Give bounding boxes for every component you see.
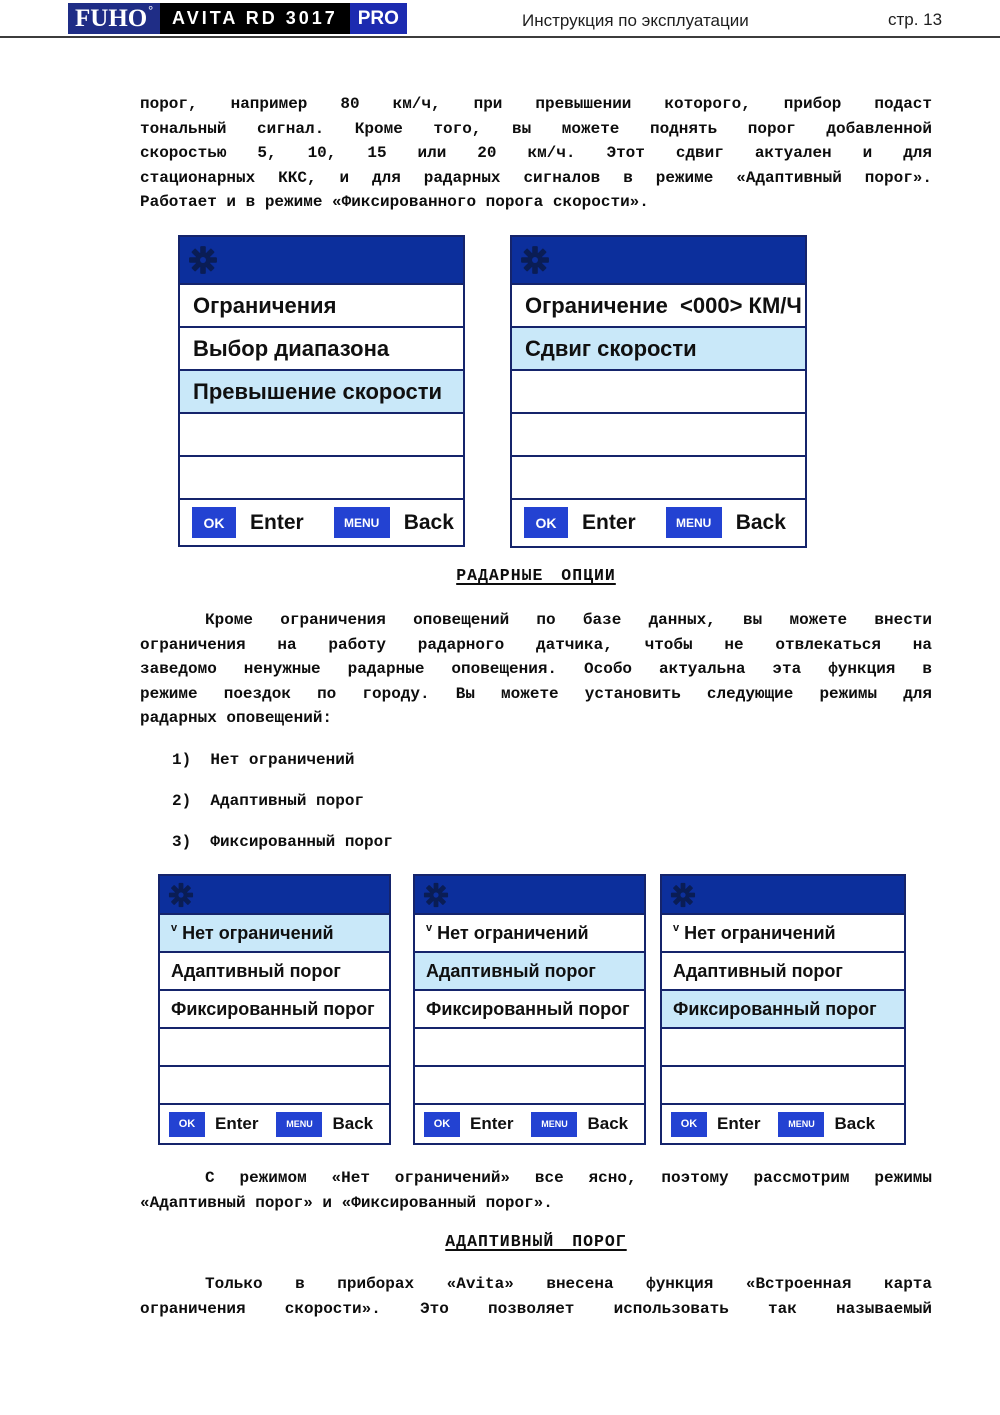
gear-icon xyxy=(188,245,218,275)
menu-footer xyxy=(512,498,805,545)
header-divider xyxy=(0,36,1000,38)
menu-item: v Нет ограничений xyxy=(662,913,904,951)
menu-item-empty xyxy=(662,1027,904,1065)
menu-footer xyxy=(415,1103,644,1143)
logo-model: AVITA RD 3017 xyxy=(160,3,350,34)
menu-screenshot-radar-mode-adaptive xyxy=(413,874,646,1145)
paragraph-line: ограничения скорости». Это позволяет использовать так называемый xyxy=(140,1299,932,1318)
menu-screenshot-radar-mode-none xyxy=(158,874,391,1145)
menu-header-bar xyxy=(662,876,904,913)
brand-logo xyxy=(68,3,407,34)
menu-item: v Нет ограничений xyxy=(415,913,644,951)
menu-item-selected: Превышение скорости xyxy=(180,369,463,412)
back-label: Back xyxy=(403,510,454,534)
menu-header-bar xyxy=(180,237,463,283)
paragraph-line: Только в приборах «Avita» внесена функция «Встроенная карта xyxy=(205,1275,932,1293)
list-item-2: 2) Адаптивный порог xyxy=(172,792,365,810)
menu-item-empty xyxy=(512,455,805,498)
section-heading-adaptive-threshold: АДАПТИВНЫЙ ПОРОГ xyxy=(445,1232,627,1251)
menu-item-empty xyxy=(180,455,463,498)
back-label: Back xyxy=(332,1114,374,1133)
paragraph-line: Работает и в режиме «Фиксированного порога скорости». xyxy=(140,193,649,212)
paragraph-line: стационарных ККС, и для радарных сигналов в режиме «Адаптивный порог». xyxy=(140,168,932,187)
menu-item-empty xyxy=(512,369,805,412)
paragraph-line: заведомо ненужные радарные оповещения. Особо актуальна эта функция в xyxy=(140,660,932,679)
menu-item: Адаптивный порог xyxy=(662,951,904,989)
page-number: стр. 13 xyxy=(888,10,943,29)
menu-item-selected: Сдвиг скорости xyxy=(512,326,805,369)
paragraph-line: радарных оповещений: xyxy=(140,709,333,728)
menu-button: MENU xyxy=(778,1112,824,1137)
ok-button: OK xyxy=(671,1112,707,1137)
logo-fuho: FUHO ° xyxy=(68,3,160,34)
menu-item-selected: Фиксированный порог xyxy=(662,989,904,1027)
gear-icon xyxy=(168,882,194,908)
menu-item-selected: v Нет ограничений xyxy=(160,913,389,951)
back-label: Back xyxy=(587,1114,629,1133)
list-item-3: 3) Фиксированный порог xyxy=(172,833,393,851)
menu-item: Ограничения xyxy=(180,283,463,326)
menu-item-empty xyxy=(180,412,463,455)
menu-item: Фиксированный порог xyxy=(160,989,389,1027)
menu-header-bar xyxy=(160,876,389,913)
menu-item-empty xyxy=(160,1027,389,1065)
enter-label: Enter xyxy=(250,510,304,534)
paragraph-4 xyxy=(140,1272,932,1321)
menu-button: MENU xyxy=(531,1112,577,1137)
paragraph-line: «Адаптивный порог» и «Фиксированный порог». xyxy=(140,1193,553,1212)
list-item-1: 1) Нет ограничений xyxy=(172,751,355,769)
enter-label: Enter xyxy=(717,1114,761,1133)
document-title: Инструкция по эксплуатации xyxy=(522,11,749,30)
menu-button: MENU xyxy=(666,507,722,538)
paragraph-line: тональный сигнал. Кроме того, вы можете поднять порог добавленной xyxy=(140,119,932,138)
menu-item-empty xyxy=(415,1065,644,1103)
back-label: Back xyxy=(735,510,786,534)
enter-label: Enter xyxy=(215,1114,259,1133)
paragraph-line: С режимом «Нет ограничений» все ясно, поэтому рассмотрим режимы xyxy=(205,1169,932,1187)
paragraph-line: режиме поездок по городу. Вы можете установить следующие режимы для xyxy=(140,684,932,703)
menu-button: MENU xyxy=(276,1112,322,1137)
menu-item: Выбор диапазона xyxy=(180,326,463,369)
menu-screenshot-speed-exceed xyxy=(510,235,807,548)
enter-label: Enter xyxy=(582,510,636,534)
check-icon: v xyxy=(673,922,680,934)
paragraph-2 xyxy=(140,608,932,731)
menu-item-empty xyxy=(512,412,805,455)
check-icon: v xyxy=(426,922,433,934)
paragraph-3 xyxy=(140,1166,932,1215)
menu-item: Фиксированный порог xyxy=(415,989,644,1027)
menu-footer xyxy=(662,1103,904,1143)
check-icon: v xyxy=(171,922,178,934)
paragraph-line: Кроме ограничения оповещений по базе данных, вы можете внести xyxy=(205,611,932,629)
menu-footer xyxy=(160,1103,389,1143)
menu-item: Ограничение <000> КМ/Ч xyxy=(512,283,805,326)
ok-button: OK xyxy=(192,507,236,538)
gear-icon xyxy=(520,245,550,275)
menu-header-bar xyxy=(415,876,644,913)
ok-button: OK xyxy=(424,1112,460,1137)
menu-footer xyxy=(180,498,463,545)
menu-screenshot-radar-mode-fixed xyxy=(660,874,906,1145)
menu-item: Адаптивный порог xyxy=(160,951,389,989)
menu-header-bar xyxy=(512,237,805,283)
gear-icon xyxy=(423,882,449,908)
menu-item-selected: Адаптивный порог xyxy=(415,951,644,989)
gear-icon xyxy=(670,882,696,908)
menu-item-empty xyxy=(662,1065,904,1103)
menu-screenshot-settings xyxy=(178,235,465,547)
ok-button: OK xyxy=(169,1112,205,1137)
menu-item-empty xyxy=(415,1027,644,1065)
ok-button: OK xyxy=(524,507,568,538)
paragraph-1 xyxy=(140,92,932,215)
back-label: Back xyxy=(834,1114,876,1133)
menu-item-empty xyxy=(160,1065,389,1103)
section-heading-radar-options: РАДАРНЫЕ ОПЦИИ xyxy=(456,566,616,585)
degree-mark: ° xyxy=(148,3,154,17)
enter-label: Enter xyxy=(470,1114,514,1133)
menu-button: MENU xyxy=(334,507,390,538)
paragraph-line: порог, например 80 км/ч, при превышении которого, прибор подаст xyxy=(140,95,932,113)
logo-edition: PRO xyxy=(350,3,407,34)
paragraph-line: ограничения на работу радарного датчика, чтобы не отвлекаться на xyxy=(140,635,932,654)
paragraph-line: скоростью 5, 10, 15 или 20 км/ч. Этот сдвиг актуален и для xyxy=(140,144,932,163)
